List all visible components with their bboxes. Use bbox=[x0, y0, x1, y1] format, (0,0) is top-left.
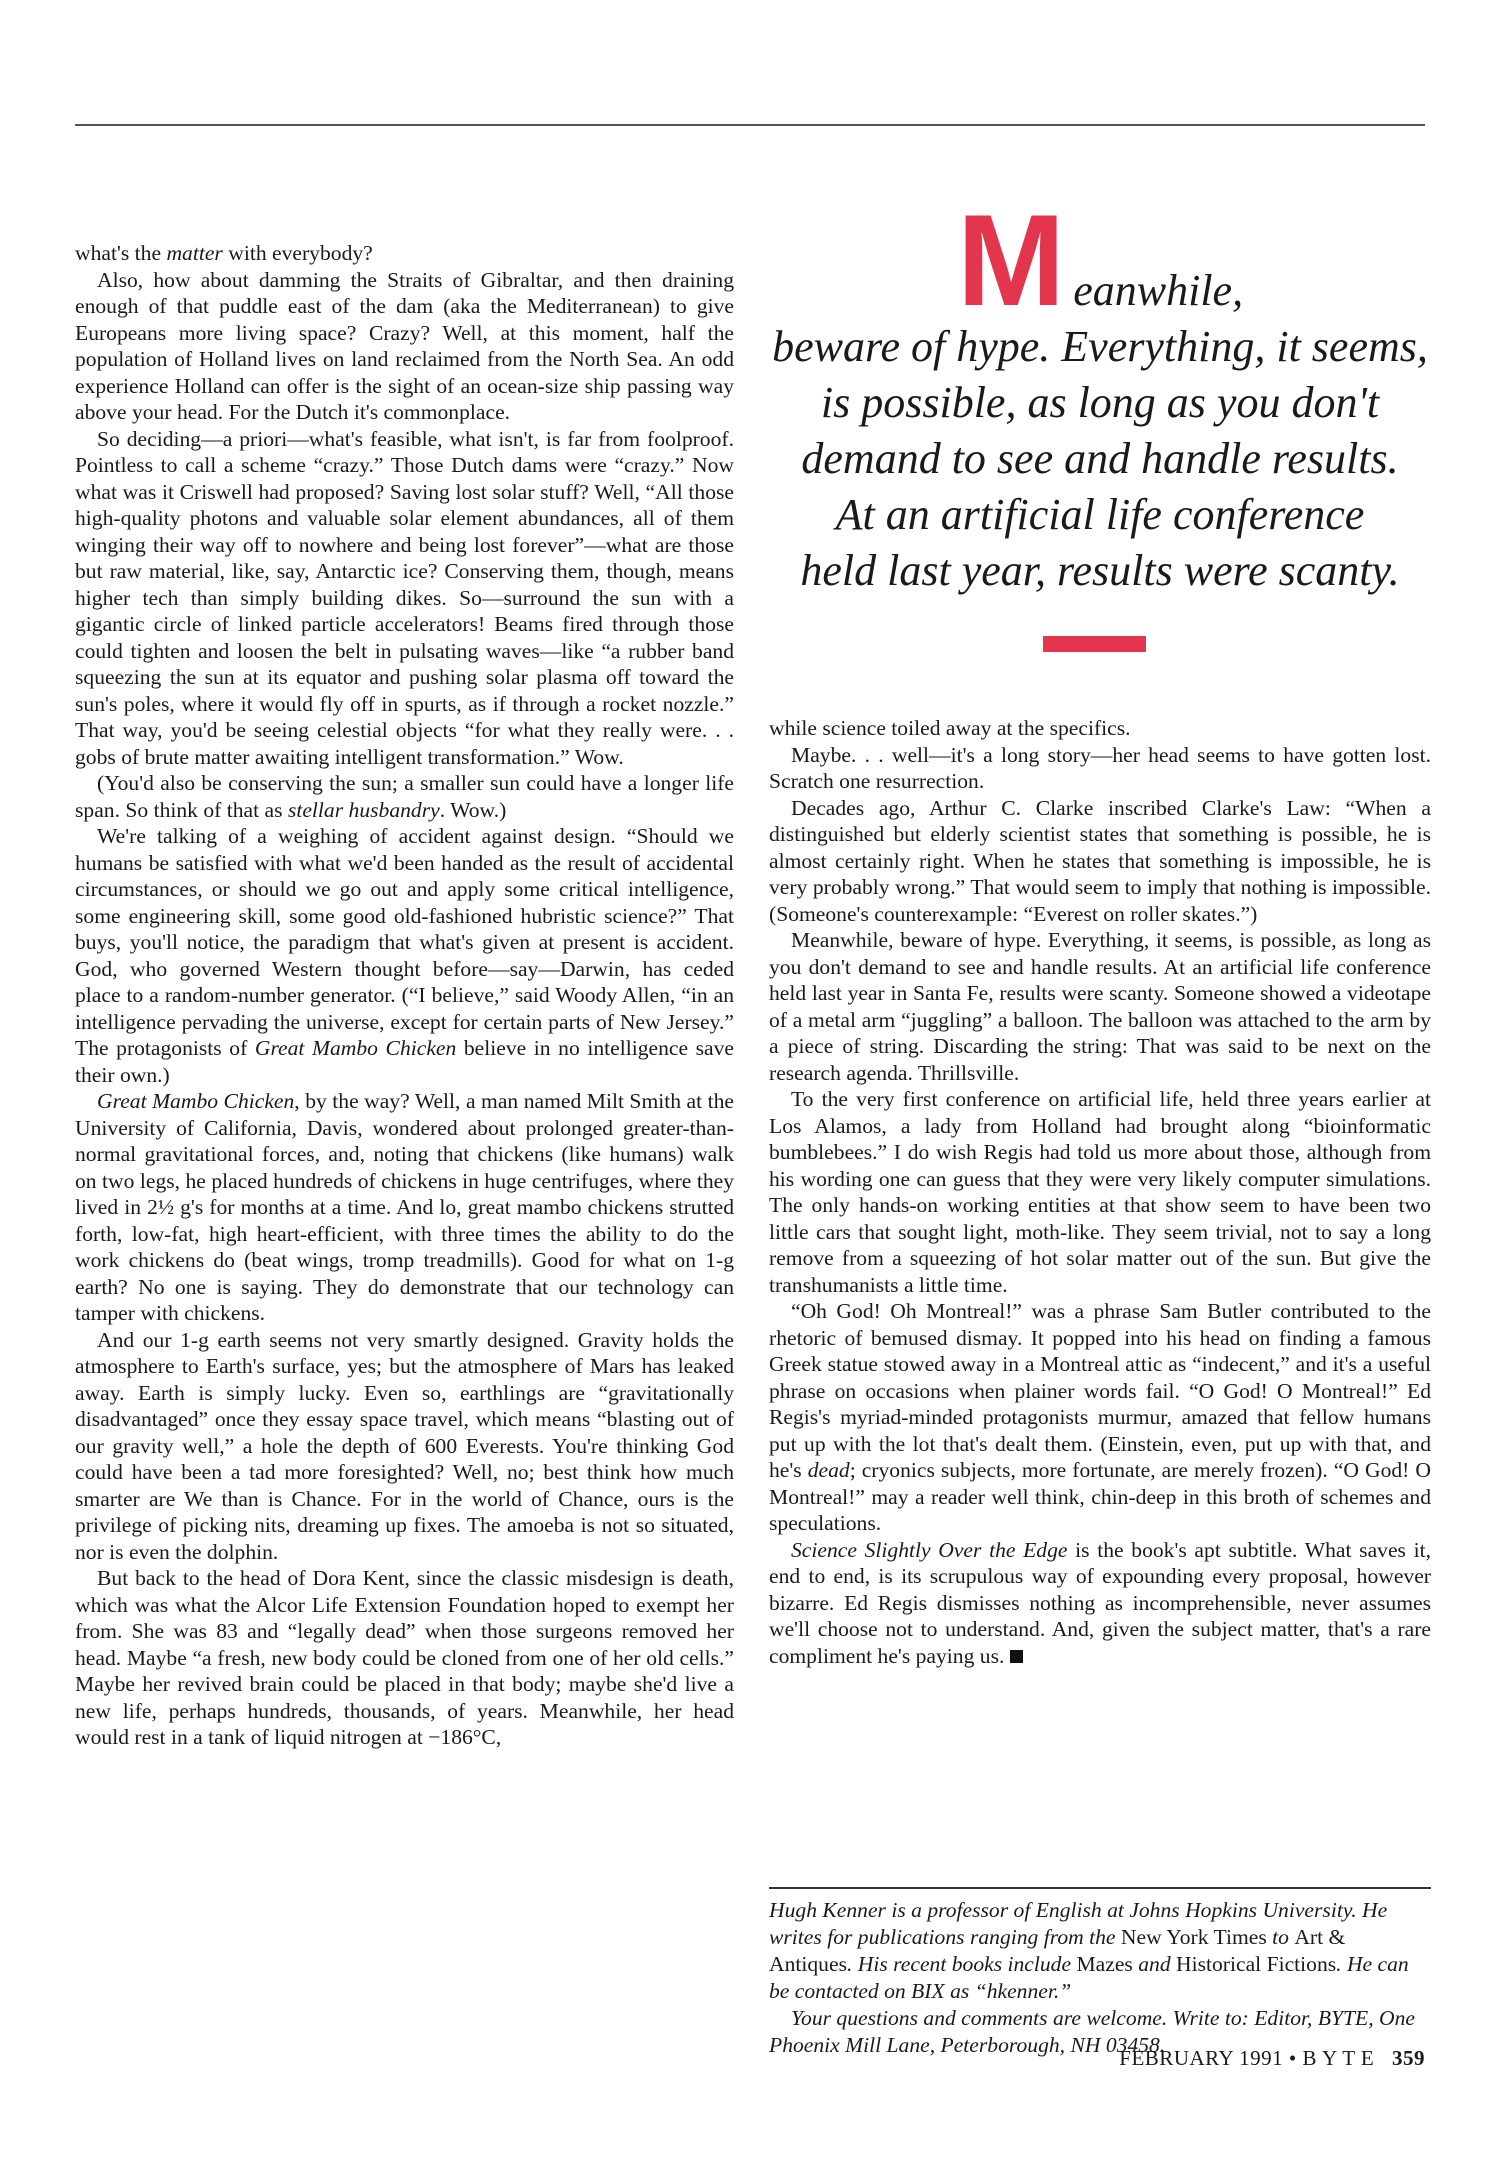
pull-quote-line: demand to see and handle results. bbox=[801, 434, 1399, 483]
top-rule bbox=[75, 124, 1425, 126]
bio-rule bbox=[769, 1887, 1431, 1889]
bio-contact: Your questions and comments are welcome. Write to: Editor, BYTE, One Phoenix Mill Lane, Peterborough, NH 03458. bbox=[769, 2006, 1415, 2057]
pull-quote-lead: eanwhile, bbox=[1073, 266, 1244, 315]
italic-text: stellar husbandry bbox=[287, 797, 440, 822]
pull-quote-accent-bar bbox=[1043, 636, 1146, 652]
paragraph: Science Slightly Over the Edge is the book's apt subtitle. What saves it, end to end, is its scrupulous way of expounding every proposal, however bizarre. Ed Regis dismisses nothing as incomprehensible, never assumes we'll choose not to understand. And, given the subject matter, that's a rare compliment he's paying us. bbox=[769, 1537, 1431, 1668]
italic-text: and bbox=[1132, 1952, 1177, 1976]
paragraph: Meanwhile, beware of hype. Everything, it seems, is possible, as long as you don't demand to see and handle results. At an artificial life conference held last year in Santa Fe, results were scanty. Someone showed a videotape of a metal arm “juggling” a balloon. The balloon was attached to the arm by a piece of string. Discarding the string: That was said to be next on the research agenda. Thrillsville. bbox=[769, 928, 1431, 1085]
italic-text: Great Mambo Chicken bbox=[254, 1036, 457, 1060]
italic-text: to bbox=[1266, 1925, 1295, 1949]
paragraph: what's the matter with everybody? bbox=[75, 241, 373, 265]
paragraph: “Oh God! Oh Montreal!” was a phrase Sam Butler contributed to the rhetoric of bemused dismay. It popped into his head on finding a famous Greek statue stowed away in a Montreal attic as “indecent,” and it's a useful phrase on occasions when plainer words fail. “O God! O Montreal!” Ed Regis's myriad-minded protagonists murmur, amazed that fellow humans put up with the lot that's dealt them. (Einstein, even, put up with that, and he's dead; cryonics subjects, more fortunate, are merely frozen). “O God! O Montreal!” may a reader well think, chin-deep in this broth of schemes and speculations. bbox=[769, 1299, 1431, 1535]
italic-text: Great Mambo Chicken bbox=[97, 1089, 295, 1113]
pull-quote bbox=[769, 187, 1431, 599]
left-column bbox=[75, 240, 734, 1751]
end-of-article-icon bbox=[1010, 1650, 1023, 1663]
italic-text: Science Slightly Over the Edge bbox=[791, 1537, 1068, 1562]
paragraph: while science toiled away at the specifics. bbox=[769, 716, 1131, 740]
paragraph: To the very first conference on artificial life, held three years earlier at Los Alamos, a lady from Holland had brought along “bioinformatic bumblebees.” I do wish Regis had told us more about those, although from his wording one can guess that they were very likely computer simulations. The only hands-on working entities at that show seem to have been two little cars that sought light, moth-like. They seem trivial, not to say a long remove from a squeezing of hot solar matter out of the sun. But give the transhumanists a little time. bbox=[769, 1087, 1431, 1297]
author-bio bbox=[769, 1897, 1431, 2059]
paragraph: But back to the head of Dora Kent, since the classic misdesign is death, which was what the Alcor Life Extension Foundation hoped to exempt her from. She was 83 and “legally dead” when those surgeons removed her head. Maybe “a fresh, new body could be cloned from one of her old cells.” Maybe her revived brain could be placed in that body; maybe she'd live a new life, perhaps hundreds, thousands, of years. Meanwhile, her head would rest in a tank of liquid nitrogen at −186°C, bbox=[75, 1566, 734, 1749]
italic-text: Hugh Kenner is a professor of English at Johns Hopkins University. He writes for publications ranging from the bbox=[769, 1898, 1388, 1949]
italic-text: dead bbox=[807, 1458, 850, 1482]
italic-text: . He can be contacted on BIX as “hkenner.” bbox=[769, 1952, 1409, 2003]
italic-text: matter bbox=[166, 241, 223, 265]
paragraph: Great Mambo Chicken, by the way? Well, a man named Milt Smith at the University of California, Davis, wondered about prolonged greater-than-normal gravitational forces, and, noting that chickens (like humans) walk on two legs, he placed hundreds of chickens in huge centrifuges, where they lived in 2½ g's for months at a time. And lo, great mambo chickens strutted forth, low-fat, high heart-efficient, with three times the ability to do the work chickens do (beat wings, tromp treadmills). Good for what on 1-g earth? No one is saying. They do demonstrate that our technology can tamper with chickens. bbox=[75, 1089, 734, 1325]
drop-cap: M bbox=[956, 187, 1066, 333]
pull-quote-line: is possible, as long as you don't bbox=[820, 378, 1380, 427]
bio-paragraph: Hugh Kenner is a professor of English at Johns Hopkins University. He writes for publications ranging from the New York Times to Art & Antiques. His recent books include Mazes and Historical Fictions. He can be contacted on BIX as “hkenner.” bbox=[769, 1898, 1409, 2003]
pull-quote-line: beware of hype. Everything, it seems, bbox=[772, 322, 1428, 371]
paragraph: Maybe. . . well—it's a long story—her head seems to have gotten lost. Scratch one resurrection. bbox=[769, 742, 1431, 793]
right-column bbox=[769, 715, 1431, 1669]
italic-text: . His recent books include bbox=[846, 1952, 1077, 1976]
page-footer bbox=[1119, 2046, 1425, 2071]
pull-quote-line: held last year, results were scanty. bbox=[800, 546, 1400, 595]
paragraph: Decades ago, Arthur C. Clarke inscribed Clarke's Law: “When a distinguished but elderly scientist states that something is possible, he is almost certainly right. When he states that something is impossible, he is very probably wrong.” That would seem to imply that nothing is impossible. (Someone's counterexample: “Everest on roller skates.”) bbox=[769, 795, 1431, 926]
paragraph: We're talking of a weighing of accident against design. “Should we humans be satisfied with what we'd been handed as the result of accidental circumstances, or should we go out and apply some critical intelligence, some engineering skill, some good old-fashioned hubristic science?” That buys, you'll notice, the paradigm that what's given at present is accident. God, who governed Western thought before—say—Darwin, has ceded place to a random-number generator. (“I believe,” said Woody Allen, “in an intelligence pervading the universe, except for certain parts of New Jersey.” The protagonists of Great Mambo Chicken believe in no intelligence save their own.) bbox=[75, 824, 734, 1087]
pull-quote-first-line bbox=[769, 187, 1431, 333]
footer-issue: FEBRUARY 1991 • B Y T E bbox=[1119, 2046, 1375, 2070]
pull-quote-line: At an artificial life conference bbox=[835, 490, 1365, 539]
paragraph: (You'd also be conserving the sun; a smaller sun could have a longer life span. So think of that as stellar husbandry. Wow.) bbox=[75, 771, 734, 822]
page-number: 359 bbox=[1392, 2046, 1425, 2070]
paragraph: And our 1-g earth seems not very smartly designed. Gravity holds the atmosphere to Earth's surface, yes; but the atmosphere of Mars has leaked away. Earth is simply lucky. Even so, earthlings are “gravitationally disadvantaged” once they essay space travel, which means “blasting out of our gravity well,” a hole the depth of 600 Everests. You're thinking God could have been a tad more foresighted? Well, no; best think how much smarter are We than is Chance. For in the world of Chance, ours is the privilege of picking nits, dreaming up fixes. The amoeba is not so situated, nor is even the dolphin. bbox=[75, 1327, 734, 1564]
paragraph: So deciding—a priori—what's feasible, what isn't, is far from foolproof. Pointless to call a scheme “crazy.” Those Dutch dams were “crazy.” Now what was it Criswell had proposed? Saving lost solar stuff? Well, “All those high-quality photons and valuable solar element abundances, all of them winging their way off to nowhere and being lost forever”—what are those but raw material, like, say, Antarctic ice? Conserving them, though, means higher tech than simply building dikes. So—surround the sun with a gigantic circle of linked particle accelerators! Beams fired through those could tighten and loosen the belt in pulsating waves—like “a rubber band squeezing the sun at its equator and pushing solar plasma off toward the sun's poles, where it would fly off in spurts, as if through a rocket nozzle.” That way, you'd be seeing celestial objects “for what they really were. . . gobs of brute matter awaiting intelligent transformation.” Wow. bbox=[75, 426, 734, 769]
paragraph: Also, how about damming the Straits of Gibraltar, and then draining enough of that puddle east of the dam (aka the Mediterranean) to give Europeans more living space? Crazy? Well, at this moment, half the population of Holland lives on land reclaimed from the North Sea. An odd experience Holland can offer is the sight of an ocean-size ship passing way above your head. For the Dutch it's commonplace. bbox=[75, 267, 734, 424]
